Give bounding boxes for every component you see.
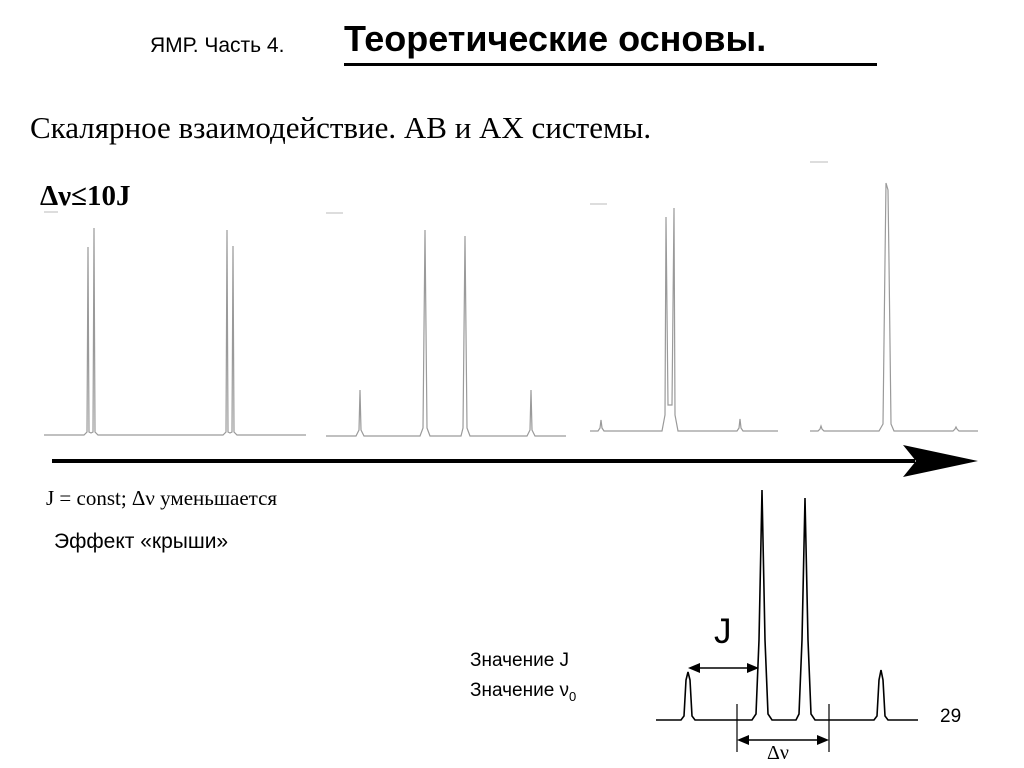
spectrum-4 [810, 183, 978, 431]
subtitle: Скалярное взаимодействие. AB и AX системы. [30, 110, 652, 145]
page-number: 29 [940, 706, 962, 727]
header-prefix: ЯМР. Часть 4. [150, 34, 285, 57]
double-arrow-icon [737, 735, 749, 745]
roof-effect-label: Эффект «крыши» [54, 530, 229, 553]
spectrum-2 [326, 230, 566, 436]
delta-nu-label: Δν [767, 742, 789, 764]
j-value-label: Значение J [470, 650, 570, 671]
condition-label: Δν≤10J [40, 180, 131, 212]
nu0-value-label [470, 680, 576, 704]
direction-note: J = const; Δν уменьшается [46, 486, 278, 510]
nu0-subscript: 0 [569, 688, 577, 704]
spectrum-1 [44, 228, 306, 435]
j-symbol: J [714, 612, 732, 651]
nu0-label-text: Значение ν [470, 680, 570, 701]
page-title: Теоретические основы. [344, 18, 767, 59]
spectrum-3 [590, 208, 778, 431]
spectrum-detail [656, 490, 918, 720]
double-arrow-icon [688, 663, 700, 673]
double-arrow-icon [817, 735, 829, 745]
